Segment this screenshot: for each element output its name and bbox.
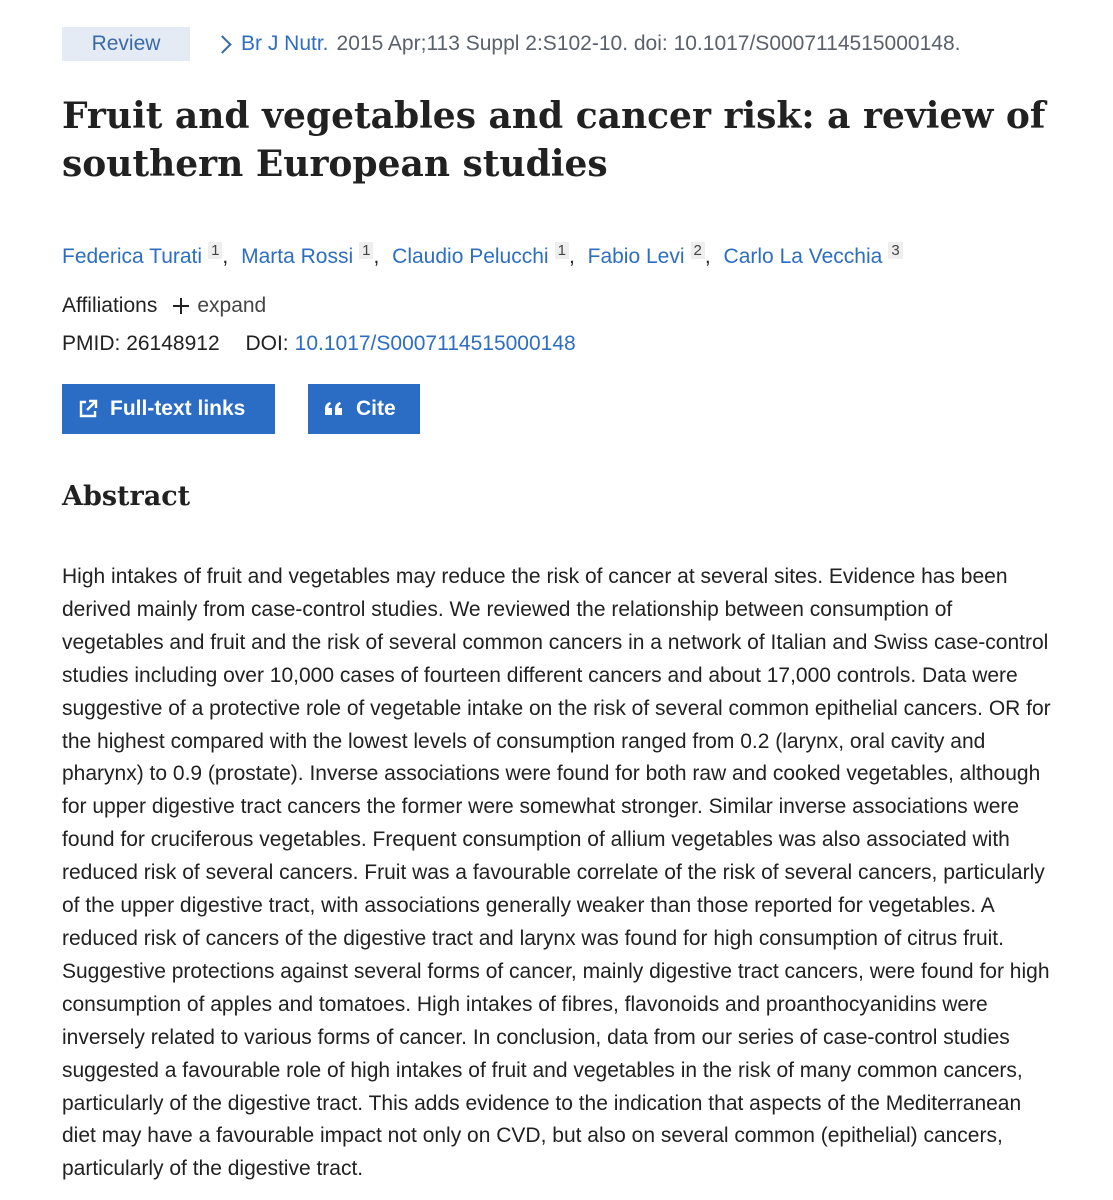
pmid-value: 26148912 (126, 332, 220, 355)
cite-label: Cite (356, 397, 396, 420)
citation-details: 2015 Apr;113 Suppl 2:S102-10. doi: 10.1017/S0007114515000148. (336, 32, 961, 55)
affiliations-toggle[interactable] (62, 294, 266, 318)
cite-button[interactable] (308, 384, 420, 434)
abstract-heading: Abstract (62, 481, 191, 512)
action-buttons (62, 384, 420, 434)
pmid-label: PMID: (62, 332, 121, 355)
affiliation-ref[interactable]: 1 (359, 242, 373, 259)
full-text-links-label: Full-text links (110, 397, 246, 420)
affiliation-ref[interactable]: 1 (555, 242, 569, 259)
expand-label[interactable]: expand (197, 294, 267, 317)
author-link[interactable]: Federica Turati (62, 245, 203, 268)
quote-icon (324, 401, 344, 417)
doi-label: DOI: (245, 332, 289, 355)
publication-type-badge: Review (62, 27, 190, 61)
doi-link[interactable]: 10.1017/S0007114515000148 (294, 332, 576, 355)
plus-icon (173, 298, 189, 314)
affiliation-ref[interactable]: 1 (208, 242, 222, 259)
affiliations-label: Affiliations (62, 294, 158, 317)
journal-link[interactable]: Br J Nutr. (241, 32, 329, 55)
page-title: Fruit and vegetables and cancer risk: a review of southern European studies (62, 95, 1046, 185)
author-list: Federica Turati 1 , Marta Rossi 1 , Claudio Pelucchi 1 , Fabio Levi 2 , Carlo La Vecchia 3 (62, 242, 903, 269)
article-meta (62, 27, 1062, 61)
chevron-right-icon (213, 35, 231, 53)
external-link-icon (78, 399, 98, 419)
author-link[interactable]: Claudio Pelucchi (392, 245, 549, 268)
article-identifiers (62, 332, 576, 356)
affiliation-ref[interactable]: 2 (691, 242, 705, 259)
author-link[interactable]: Marta Rossi (241, 245, 354, 268)
author-link[interactable]: Carlo La Vecchia (723, 245, 883, 268)
affiliation-ref[interactable]: 3 (888, 242, 902, 259)
abstract-text: High intakes of fruit and vegetables may reduce the risk of cancer at several sites. Evidence has been derived mainly from case-control studies. We reviewed the relationship between consumption of vegetables and fruit and the risk of several common cancers in a network of Italian and Swiss case-control studies including over 10,000 cases of fourteen different cancers and about 17,000 controls. Data were suggestive of a protective role of vegetable intake on the risk of several common epithelial cancers. OR for the highest compared with the lowest levels of consumption ranged from 0.2 (larynx, oral cavity and pharynx) to 0.9 (prostate). Inverse associations were found for both raw and cooked vegetables, although for upper digestive tract cancers the former were somewhat stronger. Similar inverse associations were found for cruciferous vegetables. Frequent consumption of allium vegetables was also associated with reduced risk of several cancers. Fruit was a favourable correlate of the risk of several cancers, particularly of the upper digestive tract, with associations generally weaker than those reported for vegetables. A reduced risk of cancers of the digestive tract and larynx was found for high consumption of citrus fruit. Suggestive protections against several forms of cancer, mainly digestive tract cancers, were found for high consumption of apples and tomatoes. High intakes of fibres, flavonoids and proanthocyanidins were inversely related to various forms of cancer. In conclusion, data from our series of case-control studies suggested a favourable role of high intakes of fruit and vegetables in the risk of many common cancers, particularly of the digestive tract. This adds evidence to the indication that aspects of the Mediterranean diet may have a favourable impact not only on CVD, but also on several common (epithelial) cancers, particularly of the digestive tract. (62, 565, 1051, 1181)
full-text-links-button[interactable] (62, 384, 275, 434)
article-page (62, 27, 1062, 1181)
author-link[interactable]: Fabio Levi (587, 245, 685, 268)
